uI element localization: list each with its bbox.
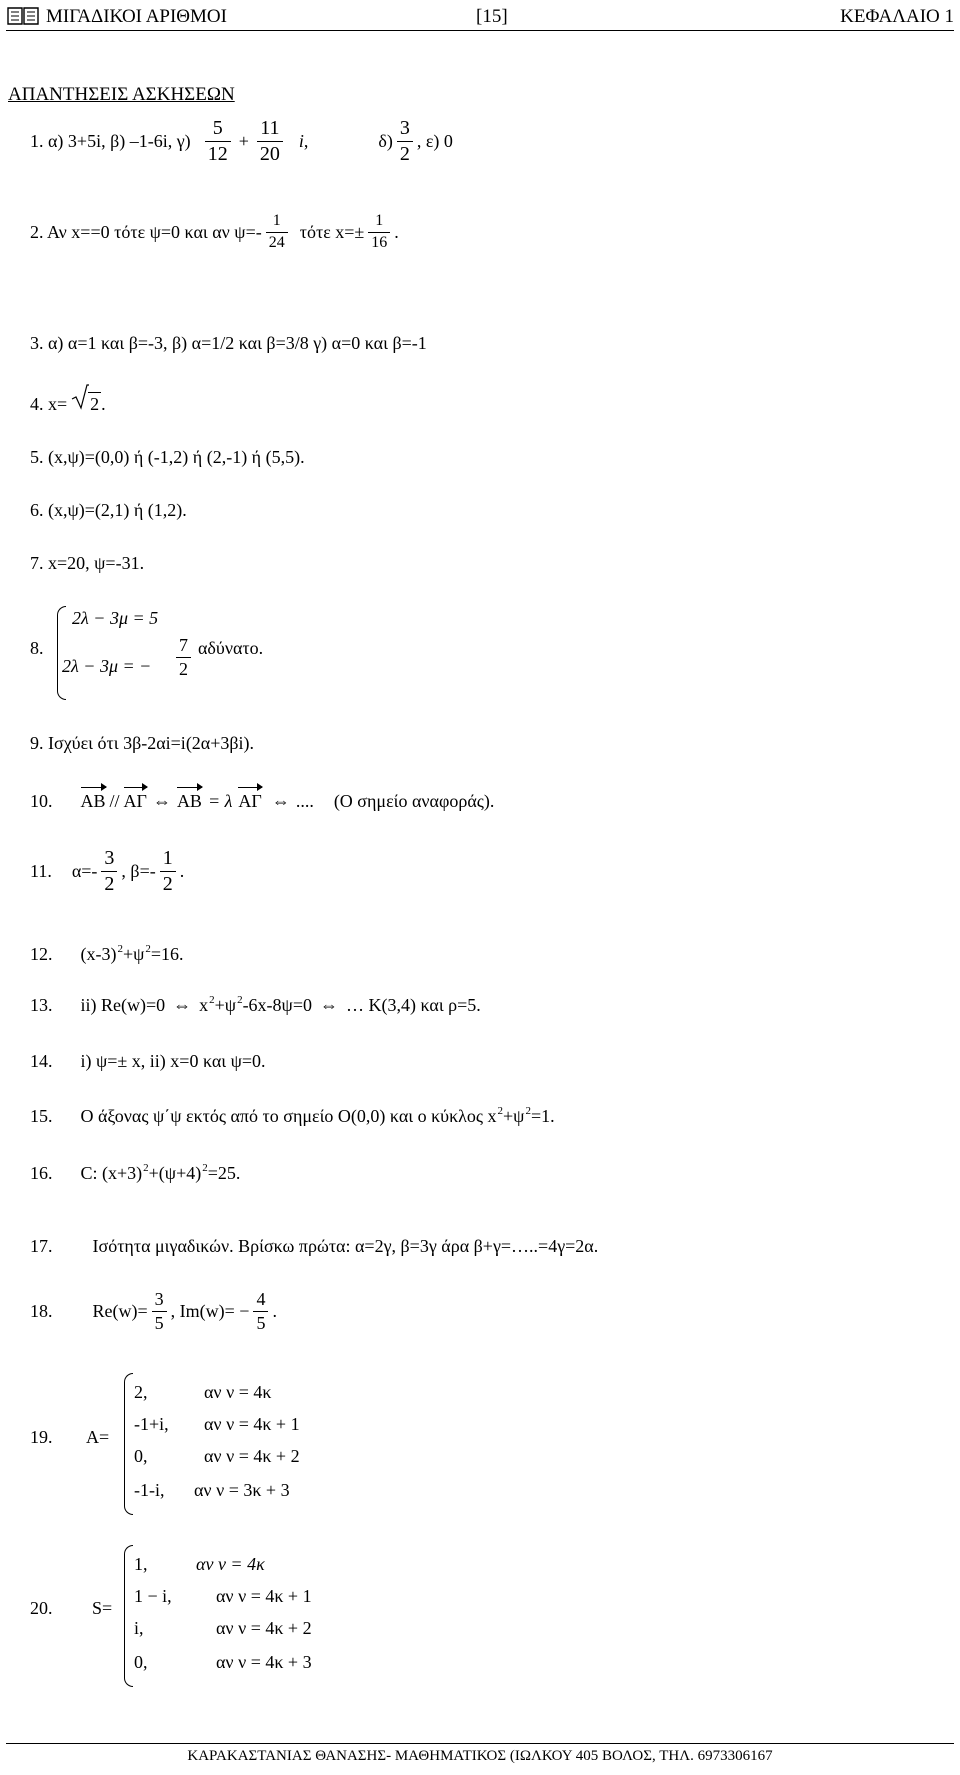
exponent: 2 bbox=[237, 994, 243, 1006]
text: (x-3) bbox=[80, 944, 117, 964]
equation-1: 2λ − 3μ = 5 bbox=[72, 608, 159, 628]
case-condition: αν ν = 4κ + 2 bbox=[216, 1618, 312, 1638]
denominator: 5 bbox=[152, 1311, 167, 1333]
text: +ψ bbox=[214, 995, 237, 1015]
answer-20-number: 20. bbox=[30, 1598, 53, 1618]
parallel-sign: // bbox=[109, 791, 120, 811]
case-condition: αν ν = 3κ + 3 bbox=[194, 1480, 290, 1500]
chapter-label: ΚΕΦΑΛΑΙΟ 1 bbox=[840, 6, 954, 27]
text: =1. bbox=[530, 1106, 555, 1126]
answer-3: 3. α) α=1 και β=-3, β) α=1/2 και β=3/8 γ) α=0 και β=-1 bbox=[30, 333, 427, 353]
answer-19-number: 19. bbox=[30, 1427, 53, 1447]
text: x bbox=[199, 995, 209, 1015]
exponent: 2 bbox=[202, 1162, 208, 1174]
vector-ab: ΑΒ bbox=[176, 791, 202, 811]
text: Ο άξονας ψ΄ψ εκτός από το σημείο Ο(0,0) και ο κύκλος x bbox=[80, 1106, 497, 1126]
answer-2-text: 2. Αν x==0 τότε ψ=0 και αν ψ=- bbox=[30, 221, 262, 242]
answer-5: 5. (x,ψ)=(0,0) ή (-1,2) ή (2,-1) ή (5,5). bbox=[30, 447, 305, 467]
iff-arrow: ⇔ bbox=[271, 791, 290, 811]
answer-2-text-2: τότε x=± bbox=[299, 221, 365, 242]
answer-7: 7. x=20, ψ=-31. bbox=[30, 553, 145, 573]
numerator: 11 bbox=[260, 117, 280, 139]
case-value: 2, bbox=[134, 1382, 148, 1402]
case-value: -1+i, bbox=[134, 1414, 169, 1434]
text: +ψ bbox=[503, 1106, 525, 1126]
page-number: [15] bbox=[476, 6, 508, 27]
fraction bbox=[205, 118, 231, 165]
text: -6x-8ψ=0 bbox=[242, 995, 312, 1015]
exponent: 2 bbox=[143, 1162, 149, 1174]
answer-17-number: 17. bbox=[30, 1236, 53, 1256]
numerator: 4 bbox=[256, 1289, 266, 1309]
period: . bbox=[179, 861, 185, 881]
answer-9: 9. Ισχύει ότι 3β-2αi=i(2α+3βi). bbox=[30, 733, 255, 753]
fraction bbox=[101, 848, 117, 895]
answer-10-note: (Ο σημείο αναφοράς). bbox=[333, 791, 495, 811]
answer-12 bbox=[30, 944, 184, 965]
case-condition: αν ν = 4κ bbox=[196, 1554, 265, 1574]
fraction bbox=[160, 848, 176, 895]
numerator: 3 bbox=[154, 1289, 164, 1309]
alpha-value: α=- bbox=[71, 861, 98, 881]
answer-20-lhs: S= bbox=[92, 1598, 113, 1618]
fraction bbox=[152, 1290, 167, 1333]
exponent: 2 bbox=[497, 1105, 504, 1117]
part-d-label: δ) bbox=[378, 131, 393, 151]
answer-13-number: 13. bbox=[30, 995, 53, 1015]
case-condition: αν ν = 4κ + 2 bbox=[204, 1446, 300, 1466]
denominator: 20 bbox=[257, 141, 283, 165]
denominator: 2 bbox=[160, 871, 176, 895]
text: C: (x+3) bbox=[80, 1163, 143, 1183]
answer-4-text: 4. x= bbox=[30, 394, 68, 414]
plus-sign: + bbox=[238, 131, 249, 151]
answer-11 bbox=[30, 848, 184, 895]
case-value: -1-i, bbox=[134, 1480, 165, 1500]
denominator: 16 bbox=[368, 232, 390, 252]
answer-15-number: 15. bbox=[30, 1106, 53, 1126]
denominator: 5 bbox=[253, 1311, 268, 1333]
fraction bbox=[253, 1290, 268, 1333]
exponent: 2 bbox=[209, 994, 215, 1006]
equation-2: 2λ − 3μ = − bbox=[62, 656, 152, 676]
answer-14 bbox=[30, 1051, 266, 1072]
page-footer: ΚΑΡΑΚΑΣΤΑΝΙΑΣ ΘΑΝΑΣΗΣ- ΜΑΘΗΜΑΤΙΚΟΣ (ΙΩΛΚΟΥ 405 ΒΟΛΟΣ, ΤΗΛ. 6973306167 bbox=[187, 1748, 773, 1764]
vector-ag: ΑΓ bbox=[123, 791, 147, 811]
denominator: 2 bbox=[176, 657, 191, 679]
text: ii) Re(w)=0 bbox=[80, 995, 166, 1015]
period: . bbox=[272, 1300, 277, 1321]
answer-13 bbox=[30, 995, 481, 1016]
section-title: ΑΠΑΝΤΗΣΕΙΣ ΑΣΚΗΣΕΩΝ bbox=[8, 84, 235, 105]
left-brace bbox=[124, 1373, 133, 1515]
answer-1-text: 1. α) 3+5i, β) –1-6i, γ) bbox=[30, 131, 191, 151]
fraction bbox=[397, 118, 413, 165]
period: . bbox=[394, 221, 399, 242]
iff-arrow: ⇔ bbox=[152, 791, 171, 811]
period: . bbox=[101, 394, 106, 414]
answer-16-number: 16. bbox=[30, 1163, 53, 1183]
answer-18-number: 18. bbox=[30, 1300, 53, 1321]
vector-ag: ΑΓ bbox=[238, 791, 262, 811]
exponent: 2 bbox=[525, 1105, 531, 1117]
numerator: 5 bbox=[212, 117, 223, 139]
iff-arrow: ⇔ bbox=[319, 995, 338, 1015]
text: =16. bbox=[150, 944, 184, 964]
fraction bbox=[257, 118, 283, 165]
radicand: 2 bbox=[90, 394, 100, 414]
case-value: i, bbox=[134, 1618, 144, 1638]
imaginary-unit: i bbox=[298, 131, 304, 151]
answer-10 bbox=[30, 791, 494, 812]
ellipsis: .... bbox=[295, 791, 314, 811]
comma: , bbox=[303, 131, 309, 151]
numerator: 3 bbox=[399, 117, 410, 139]
numerator: 1 bbox=[162, 847, 173, 869]
numerator: 3 bbox=[104, 847, 115, 869]
exponent: 2 bbox=[117, 943, 123, 955]
left-brace bbox=[57, 606, 66, 700]
case-value: 0, bbox=[134, 1446, 148, 1466]
text: +ψ bbox=[122, 944, 145, 964]
vector-ab: ΑΒ bbox=[80, 791, 106, 811]
text: +(ψ+4) bbox=[148, 1163, 202, 1183]
numerator: 7 bbox=[179, 635, 188, 655]
denominator: 24 bbox=[266, 232, 288, 252]
text: =25. bbox=[207, 1163, 241, 1183]
left-brace bbox=[124, 1545, 133, 1687]
answer-2 bbox=[30, 213, 399, 252]
imaginary-part: , Im(w)= − bbox=[170, 1300, 250, 1321]
case-value: 0, bbox=[134, 1652, 148, 1672]
equals-lambda: = λ bbox=[207, 791, 233, 811]
answer-10-number: 10. bbox=[30, 791, 53, 811]
answer-8-number: 8. bbox=[30, 638, 44, 658]
footer-rule bbox=[6, 1743, 954, 1744]
book-icon bbox=[6, 4, 40, 31]
text: Ισότητα μιγαδικών. Βρίσκω πρώτα: α=2γ, β=3γ άρα β+γ=…..=4γ=2α. bbox=[92, 1236, 599, 1256]
case-condition: αν ν = 4κ + 1 bbox=[204, 1414, 300, 1434]
iff-arrow: ⇔ bbox=[173, 995, 192, 1015]
real-part: Re(w)= bbox=[92, 1300, 148, 1321]
answer-8-note: αδύνατο. bbox=[198, 638, 264, 658]
case-value: 1 − i, bbox=[134, 1586, 172, 1606]
beta-value: , β=- bbox=[121, 861, 156, 881]
answer-1 bbox=[30, 118, 453, 165]
case-condition: αν ν = 4κ + 3 bbox=[216, 1652, 312, 1672]
denominator: 2 bbox=[397, 141, 413, 165]
text: … Κ(3,4) και ρ=5. bbox=[345, 995, 481, 1015]
answer-18 bbox=[30, 1290, 277, 1333]
answer-14-number: 14. bbox=[30, 1051, 53, 1071]
answer-6: 6. (x,ψ)=(2,1) ή (1,2). bbox=[30, 500, 187, 520]
case-value: 1, bbox=[134, 1554, 148, 1574]
fraction bbox=[368, 213, 390, 252]
denominator: 2 bbox=[101, 871, 117, 895]
exponent: 2 bbox=[145, 943, 151, 955]
answer-15 bbox=[30, 1106, 555, 1127]
answer-4 bbox=[30, 384, 106, 415]
answer-19-lhs: A= bbox=[86, 1427, 110, 1447]
header-title: ΜΙΓΑΔΙΚΟΙ ΑΡΙΘΜΟΙ bbox=[46, 6, 227, 27]
case-condition: αν ν = 4κ + 1 bbox=[216, 1586, 312, 1606]
denominator: 12 bbox=[205, 141, 231, 165]
text: i) ψ=± x, ii) x=0 και ψ=0. bbox=[80, 1051, 266, 1071]
numerator: 1 bbox=[375, 212, 384, 229]
answer-12-number: 12. bbox=[30, 944, 53, 964]
numerator: 1 bbox=[272, 212, 281, 229]
case-condition: αν ν = 4κ bbox=[204, 1382, 272, 1402]
square-root-icon bbox=[71, 384, 89, 415]
fraction bbox=[176, 636, 191, 679]
answer-1-tail: , ε) 0 bbox=[416, 131, 453, 151]
answer-17 bbox=[30, 1236, 598, 1257]
answer-11-number: 11. bbox=[30, 861, 52, 881]
page-header bbox=[6, 4, 954, 31]
answer-16 bbox=[30, 1163, 240, 1184]
fraction bbox=[266, 213, 288, 252]
